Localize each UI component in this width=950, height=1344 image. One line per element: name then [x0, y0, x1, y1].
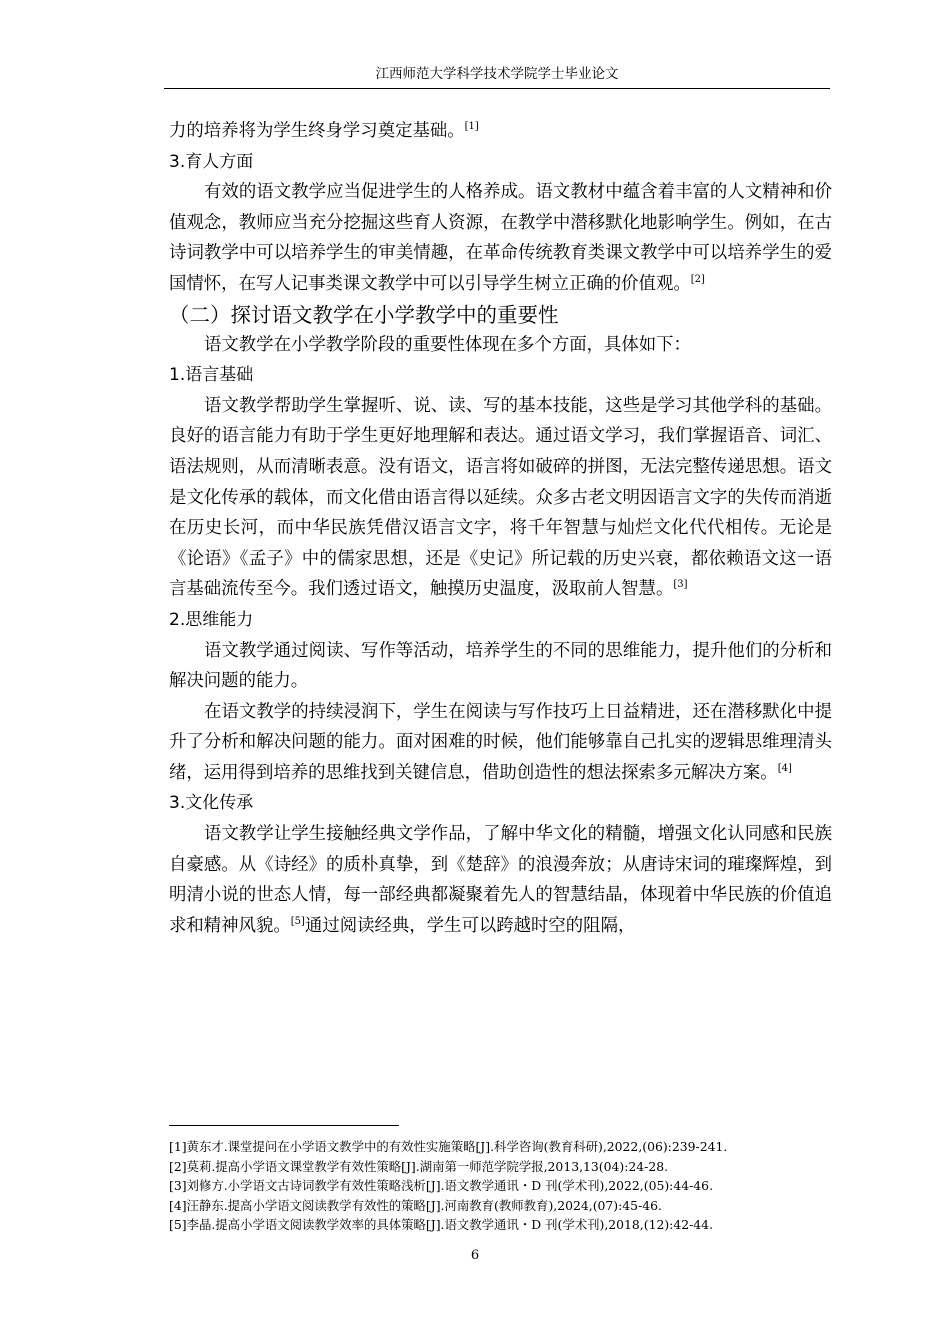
section-heading: （二）探讨语文教学在小学教学中的重要性 [169, 302, 559, 327]
paragraph [169, 177, 832, 299]
paragraph: 语文教学通过阅读、写作等活动，培养学生的不同的思维能力，提升他们的分析和解决问题的能力。 [169, 640, 832, 692]
subheading: 3.文化传承 [169, 793, 254, 814]
footnote-item: [1]黄东才.课堂提问在小学语文教学中的有效性实施策略[J].科学咨询(教育科研),2022,(06):239-241. [169, 1139, 728, 1154]
paragraph-text: 有效的语文教学应当促进学生的人格养成。语文教材中蕴含着丰富的人文精神和价值观念，教师应当充分挖掘这些育人资源，在教学中潜移默化地影响学生。例如，在古诗词教学中可以培养学生的审美情趣，在革命传统教育类课文教学中可以培养学生的爱国情怀，在写人记事类课文教学中可以引导学生树立正确的价值观。 [169, 182, 832, 294]
paragraph [169, 116, 832, 147]
page-header: 江西师范大学科学技术学院学士毕业论文 [375, 66, 619, 82]
paragraph: 语文教学在小学教学阶段的重要性体现在多个方面，具体如下： [204, 334, 691, 355]
footnote-item: [2]莫莉.提高小学语文课堂教学有效性策略[J].湖南第一师范学院学报,2013,13(04):24-28. [169, 1158, 669, 1174]
footnote-item: [4]汪静东.提高小学语文阅读教学有效性的策略[J].河南教育(教师教育),2024,(07):45-46. [169, 1197, 662, 1213]
paragraph-text: 力的培养将为学生终身学习奠定基础。 [169, 121, 465, 141]
footnote-item: [3]刘修方.小学语文古诗词教学有效性策略浅析[J].语文教学通讯・D 刊(学术刊),2022,(05):44-46. [169, 1178, 714, 1194]
paragraph [169, 391, 832, 605]
footnotes [169, 1137, 849, 1235]
paragraph [169, 819, 832, 941]
header-rule [164, 88, 830, 89]
paragraph-text: 语文教学让学生接触经典文学作品，了解中华文化的精髓，增强文化认同感和民族自豪感。从《诗经》的质朴真挚，到《楚辞》的浪漫奔放；从唐诗宋词的璀璨辉煌，到明清小说的世态人情，每一部经典都凝聚着先人的智慧结晶，体现着中华民族的价值追求和精神风貌。 [169, 824, 832, 936]
paragraph [169, 697, 832, 789]
citation-ref: [4] [777, 763, 792, 775]
citation-ref: [2] [690, 274, 705, 286]
subheading: 1.语言基础 [169, 365, 254, 386]
citation-ref: [3] [673, 579, 688, 591]
page-number: 6 [470, 1248, 480, 1263]
paragraph-text: 通过阅读经典，学生可以跨越时空的阻隔， [304, 915, 636, 936]
citation-ref: [1] [464, 121, 479, 133]
paragraph-text: 在语文教学的持续浸润下，学生在阅读与写作技巧上日益精进，还在潜移默化中提升了分析和解决问题的能力。面对困难的时候，他们能够靠自己扎实的逻辑思维理清头绪，运用得到培养的思维找到关键信息，借助创造性的想法探索多元解决方案。 [169, 701, 832, 783]
footnote-rule [169, 1125, 399, 1126]
citation-ref: [5] [290, 916, 305, 928]
subheading: 2.思维能力 [169, 609, 254, 630]
footnote-item: [5]李晶.提高小学语文阅读教学效率的具体策略[J].语文教学通讯・D 刊(学术刊),2018,(12):42-44. [169, 1217, 714, 1233]
main-content [169, 116, 832, 941]
subheading: 3.育人方面 [169, 151, 254, 172]
paragraph-text: 语文教学帮助学生掌握听、说、读、写的基本技能，这些是学习其他学科的基础。良好的语言能力有助于学生更好地理解和表达。通过语文学习，我们掌握语音、词汇、语法规则，从而清晰表意。没有语文，语言将如破碎的拼图，无法完整传递思想。语文是文化传承的载体，而文化借由语言得以延续。众多古老文明因语言文字的失传而消逝在历史长河，而中华民族凭借汉语言文字，将千年智慧与灿烂文化代代相传。无论是《论语》《孟子》中的儒家思想，还是《史记》所记载的历史兴衰，都依赖语文这一语言基础流传至今。我们透过语文，触摸历史温度，汲取前人智慧。 [169, 395, 832, 600]
